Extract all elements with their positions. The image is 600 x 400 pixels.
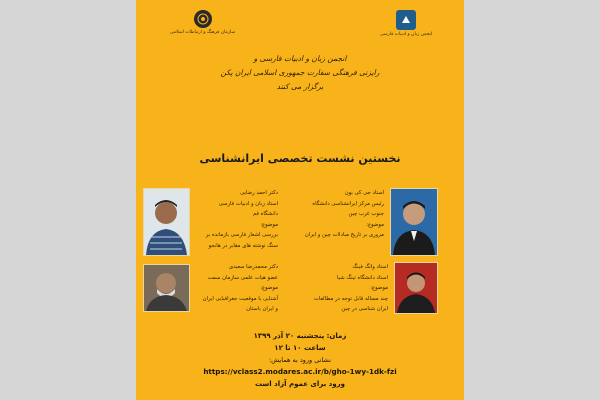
bio-line: رئیس مرکز ایرانشناسی دانشگاه	[312, 200, 384, 207]
bio-line: استاد دانشگاه تینگ شیا	[337, 274, 388, 281]
bio-line: دانشگاه قم	[252, 211, 278, 217]
bio-line: بررسی اشعار فارسی بازمانده بر	[205, 232, 278, 238]
association-logo-icon	[396, 10, 416, 30]
org-logo-left	[170, 10, 235, 35]
event-time: ساعت ۱۰ تا ۱۲	[274, 344, 326, 352]
bio-line: استاد جی کی یون	[344, 190, 384, 196]
logo-left-caption: سازمان فرهنگ و ارتباطات اسلامی	[170, 30, 236, 35]
event-details	[136, 330, 464, 390]
speaker-bio-ji-kaiyun	[300, 188, 384, 241]
speaker-photo-ji-kaiyun	[390, 188, 438, 256]
bio-line: دکتر احمد رضایی	[240, 190, 278, 196]
bio-line: عضو هیات علمی سازمان سمت	[207, 274, 278, 281]
emblem-icon	[194, 10, 212, 28]
speaker-photo-wang-feng	[394, 262, 438, 314]
link-label: نشانی ورود به همایش:	[268, 356, 332, 364]
speaker-photo-rezaei	[143, 188, 190, 256]
event-poster	[136, 0, 464, 400]
bio-line: استاد وانگ فینگ	[352, 264, 388, 270]
intro-line: برگزار می کنند	[276, 82, 324, 91]
org-logo-right	[380, 10, 432, 37]
bio-line: موضوع:	[260, 221, 278, 228]
intro-line: رایزنی فرهنگی سفارت جمهوری اسلامی ایران پکن	[220, 68, 380, 77]
speaker-bio-saeedi	[202, 262, 278, 315]
public-access-note: ورود برای عموم آزاد است	[255, 380, 345, 388]
bio-line: سنگ نوشته های مقابر در هانجو	[208, 242, 278, 249]
logo-right-caption: انجمن زبان و ادبیات فارسی	[380, 32, 433, 37]
bio-line: موضوع:	[366, 221, 384, 228]
bio-line: مروری بر تاریخ مبادلات چین و ایران	[304, 232, 384, 238]
bio-line: موضوع:	[370, 285, 388, 291]
bio-line: استاد زبان و ادبیات فارسی	[218, 200, 278, 207]
bio-line: آشنایی با موقعیت جغرافیایی ایران	[202, 295, 278, 302]
speaker-photo-saeedi	[143, 264, 190, 312]
bio-line: و ایران باستان	[246, 306, 278, 312]
speaker-bio-rezaei	[202, 188, 278, 251]
event-url: https://vclass2.modares.ac.ir/b/gho-1wy-1dk-fzi	[203, 367, 397, 376]
bio-line: چند مساله قابل توجه در مطالعات	[313, 295, 388, 302]
bio-line: دکتر محمدرضا سعیدی	[228, 264, 278, 270]
event-title: نخستین نشست تخصصی ایرانشناسی	[199, 152, 401, 165]
event-date: زمان: پنجشنبه ۲۰ آذر ۱۳۹۹	[253, 332, 347, 340]
bio-line: جنوب غرب چین	[348, 211, 384, 217]
bio-line: موضوع:	[260, 285, 278, 291]
organizers-text	[136, 52, 464, 94]
intro-line: انجمن زبان و ادبیات فارسی و	[253, 54, 347, 63]
bio-line: ایران شناسی در چین	[341, 306, 388, 312]
speaker-bio-wang-feng	[300, 262, 388, 315]
